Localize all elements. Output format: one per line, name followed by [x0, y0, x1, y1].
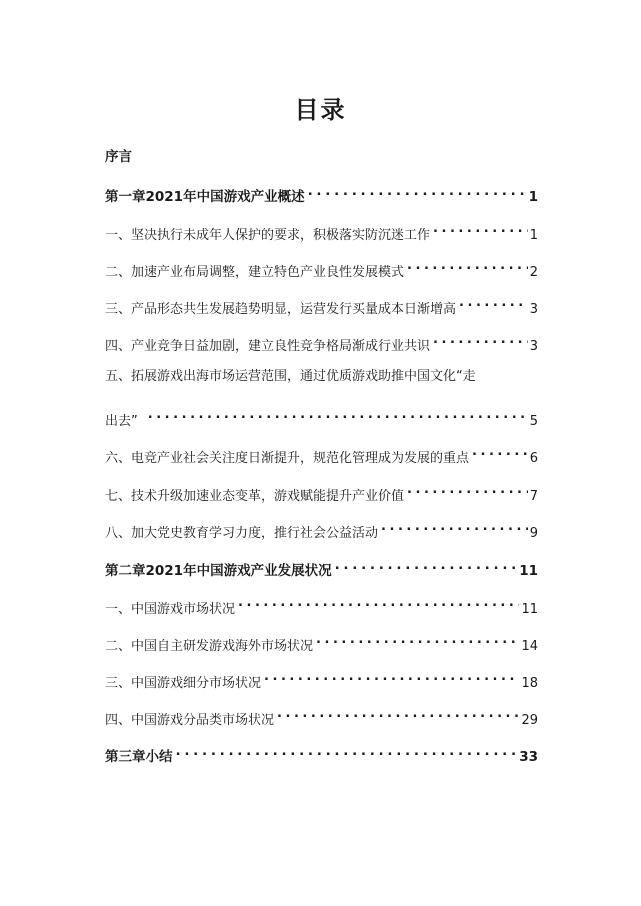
toc-entry[interactable]	[105, 256, 538, 283]
toc-entry[interactable]	[105, 367, 538, 387]
toc-page-number: 6	[529, 451, 538, 466]
dot-leader	[381, 517, 528, 537]
toc-page-number: 5	[529, 414, 538, 429]
toc-entry[interactable]	[105, 330, 538, 357]
toc-page-number: 11	[521, 602, 538, 617]
toc-entry[interactable]	[105, 219, 538, 246]
toc-entry-text: 四、产业竞争日益加剧，建立良性竞争格局渐成行业共识	[105, 339, 431, 354]
toc-entry-text: 一、坚决执行未成年人保护的要求，积极落实防沉迷工作	[105, 228, 431, 243]
toc-entry-text: 一、中国游戏市场状况	[105, 602, 236, 617]
toc-entry-text-continued: 出去”	[105, 414, 138, 429]
toc-page-number: 1	[528, 189, 538, 205]
dot-leader	[335, 555, 518, 575]
toc-entry-text: 六、电竞产业社会关注度日渐提升，规范化管理成为发展的重点	[105, 451, 470, 466]
toc-entry-continuation[interactable]	[105, 405, 538, 432]
toc-page-number: 18	[521, 676, 538, 691]
toc-entry-chapter-2[interactable]	[105, 555, 538, 581]
toc-page-number: 3	[529, 302, 538, 317]
toc-entry-text: 第三章小结	[105, 749, 173, 765]
toc-page-number: 14	[521, 639, 538, 654]
dot-leader	[407, 480, 528, 500]
dot-leader	[433, 330, 528, 350]
toc-entry-text: 五、拓展游戏出海市场运营范围，通过优质游戏助推中国文化“走	[105, 369, 476, 384]
toc-page-number: 7	[529, 489, 538, 504]
dot-leader	[472, 442, 528, 462]
dot-leader	[148, 405, 528, 425]
toc-page-number: 11	[519, 563, 538, 579]
toc-entry-text: 第一章2021年中国游戏产业概述	[105, 189, 305, 205]
dot-leader	[308, 181, 527, 201]
toc-entry-text: 三、中国游戏细分市场状况	[105, 676, 262, 691]
toc-preface: 序言	[105, 149, 132, 165]
toc-page-number: 2	[529, 265, 538, 280]
dot-leader	[316, 630, 519, 650]
toc-entry-chapter-3[interactable]	[105, 741, 538, 767]
page-title: 目录	[294, 96, 347, 124]
toc-entry-text: 二、加速产业布局调整，建立特色产业良性发展模式	[105, 265, 405, 280]
dot-leader	[459, 293, 528, 313]
toc-page-number: 9	[529, 526, 538, 541]
toc-entry-text: 四、中国游戏分品类市场状况	[105, 713, 275, 728]
toc-page-number: 3	[529, 339, 538, 354]
toc-entry[interactable]	[105, 704, 538, 731]
dot-leader	[407, 256, 528, 276]
dot-leader	[238, 593, 519, 613]
dot-leader	[176, 741, 518, 761]
dot-leader	[264, 667, 519, 687]
toc-entry-text: 三、产品形态共生发展趋势明显，运营发行买量成本日渐增高	[105, 302, 457, 317]
toc-entry[interactable]	[105, 593, 538, 620]
toc-entry[interactable]	[105, 630, 538, 657]
toc-entry[interactable]	[105, 442, 538, 469]
toc-entry-text: 七、技术升级加速业态变革，游戏赋能提升产业价值	[105, 489, 405, 504]
dot-leader	[277, 704, 519, 724]
toc-entry-text: 八、加大党史教育学习力度，推行社会公益活动	[105, 526, 379, 541]
toc-entry[interactable]	[105, 293, 538, 320]
toc-entry[interactable]	[105, 480, 538, 507]
toc-entry[interactable]	[105, 667, 538, 694]
dot-leader	[433, 219, 528, 239]
toc-entry-text: 二、中国自主研发游戏海外市场状况	[105, 639, 314, 654]
toc-page-number: 33	[519, 749, 538, 765]
toc-page-number: 1	[529, 228, 538, 243]
toc-entry-chapter-1[interactable]	[105, 181, 538, 207]
toc-page-number: 29	[521, 713, 538, 728]
toc-entry-text: 第二章2021年中国游戏产业发展状况	[105, 563, 332, 579]
toc-entry[interactable]	[105, 517, 538, 544]
